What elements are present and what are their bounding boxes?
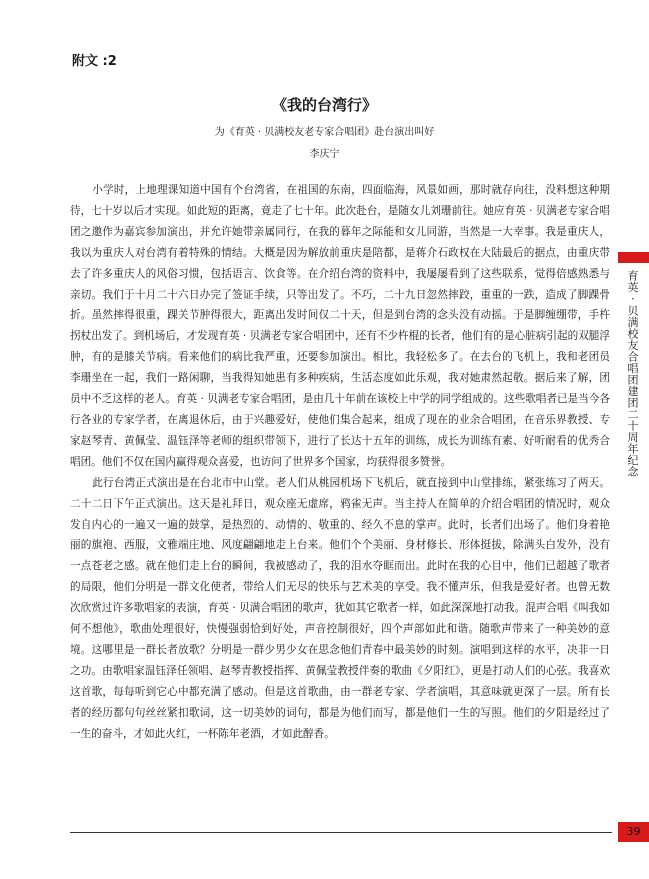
side-vertical-label: 育英 · 贝满校友合唱团建团二十周年纪念 — [626, 270, 639, 478]
article-title: 《我的台湾行》 — [271, 96, 377, 114]
paragraph-2: 此行台湾正式演出是在台北市中山堂。老人们从桃园机场下飞机后，就直接到中山堂排练，紧张练习了两天。二十二日下午正式演出。这天是礼拜日，观众座无虚席，鸦雀无声。当主持人在简单的介绍合唱团的情况时，观众发自内心的一遍又一遍的鼓掌，是热烈的、动情的、敬重的、经久不息的掌声。此时，长者们出场了。他们身着艳丽的旗袍、西服，文雅端庄地、风度翩翩地走上台来。他们个个美丽、身材修长、形体挺拔，除满头白发外，没有一点苍老之感。就在他们走上台的瞬间，我被感动了，我的泪水夺眶而出。此时在我的心目中，他们已超越了歌者的局限，他们分明是一群文化使者，带给人们无尽的快乐与艺术美的享受。我不懂声乐，但我是爱好者。也曾无数次欣赏过许多歌唱家的表演，育英 · 贝满合唱团的歌声，犹如其它歌者一样，如此深深地打动我。混声合唱《叫我如何不想他》，歌曲处理很好，快慢强弱恰到好处，声音控制很好，四个声部如此和谐。随歌声带来了一种美妙的意境。这哪里是一群长者放歌？分明是一群少男少女在思念他们青春中最美妙的时刻。演唱到这样的水平，决非一日之功。由歌唱家温钰泽任领唱、赵琴青教授指挥、黄佩莹教授伴奏的歌曲《夕阳红》，更是打动人们的心弦。我喜欢这首歌，每每听到它心中都充满了感动。但是这首歌曲，由一群老专家、学者演唱，其意味就更深了一层。所有长者的经历都句句丝丝紧扣歌词，这一切美妙的词句，都是为他们而写，都是他们一生的写照。他们的夕阳是经过了一生的奋斗，才如此火红，一杯陈年老酒，才如此醇香。 — [70, 476, 610, 740]
article-body — [70, 180, 610, 744]
paragraph-1: 小学时，上地理课知道中国有个台湾省，在祖国的东南，四面临海，风景如画，那时就存向往，没料想这种期待，七十岁以后才实现。如此短的距离，竟走了七十年。此次赴台，是随女儿刘珊前往。她应育英 · 贝满老专家合唱团之邀作为嘉宾参加演出，并允许她带亲属同行，在我的暮年之际能和女儿同游，当然是一大幸事。我是重庆人，我以为重庆人对台湾有着特殊的情结。大概是因为解放前重庆是陪都，是蒋介石政权在大陆最后的据点，由重庆带去了许多重庆人的风俗习惯，包括语言、饮食等。在介绍台湾的资料中，我屡屡看到了这些联系，觉得倍感熟悉与亲切。我们于十月二十六日办完了签证手续，只等出发了。不巧，二十九日忽然摔跤，重重的一跌，造成了脚踝骨折。虽然摔得很重，踝关节肿得很大，距离出发时间仅二十天，但是到台湾的念头没有动摇。于是脚缠绷带，手杵拐杖出发了。到机场后，才发现育英 · 贝满老专家合唱团中，还有不少杵棍的长者，他们有的是心脏病引起的双腿浮肿，有的是膝关节病。看来他们的病比我严重，还要参加演出。相比，我轻松多了。在去台的飞机上，我和老团员李珊坐在一起，我们一路闲聊，当我得知她患有多种疾病，生活态度如此乐观，我对她肃然起敬。据后来了解，团员中不乏这样的老人。育英 · 贝满老专家合唱团，是由几十年前在该校上中学的同学组成的。这些歌唱者已是当今各行各业的专家学者，在离退休后，由于兴趣爱好，使他们集合起来，组成了现在的业余合唱团，在音乐界教授、专家赵琴青、黄佩莹、温钰泽等老师的组织带领下，进行了长达十五年的训练，成长为训练有素、好听耐看的优秀合唱团。他们不仅在国内赢得观众喜爱，也访问了世界多个国家，均获得很多赞誉。 — [70, 184, 610, 468]
footer-divider — [70, 832, 612, 833]
section-label: 附文 :2 — [72, 54, 117, 69]
article-subtitle: 为《育英 · 贝满校友老专家合唱团》赴台演出叫好 — [214, 127, 435, 138]
article-author: 李庆宁 — [309, 149, 340, 160]
page-number: 39 — [618, 822, 649, 842]
side-accent-bar — [618, 252, 649, 263]
